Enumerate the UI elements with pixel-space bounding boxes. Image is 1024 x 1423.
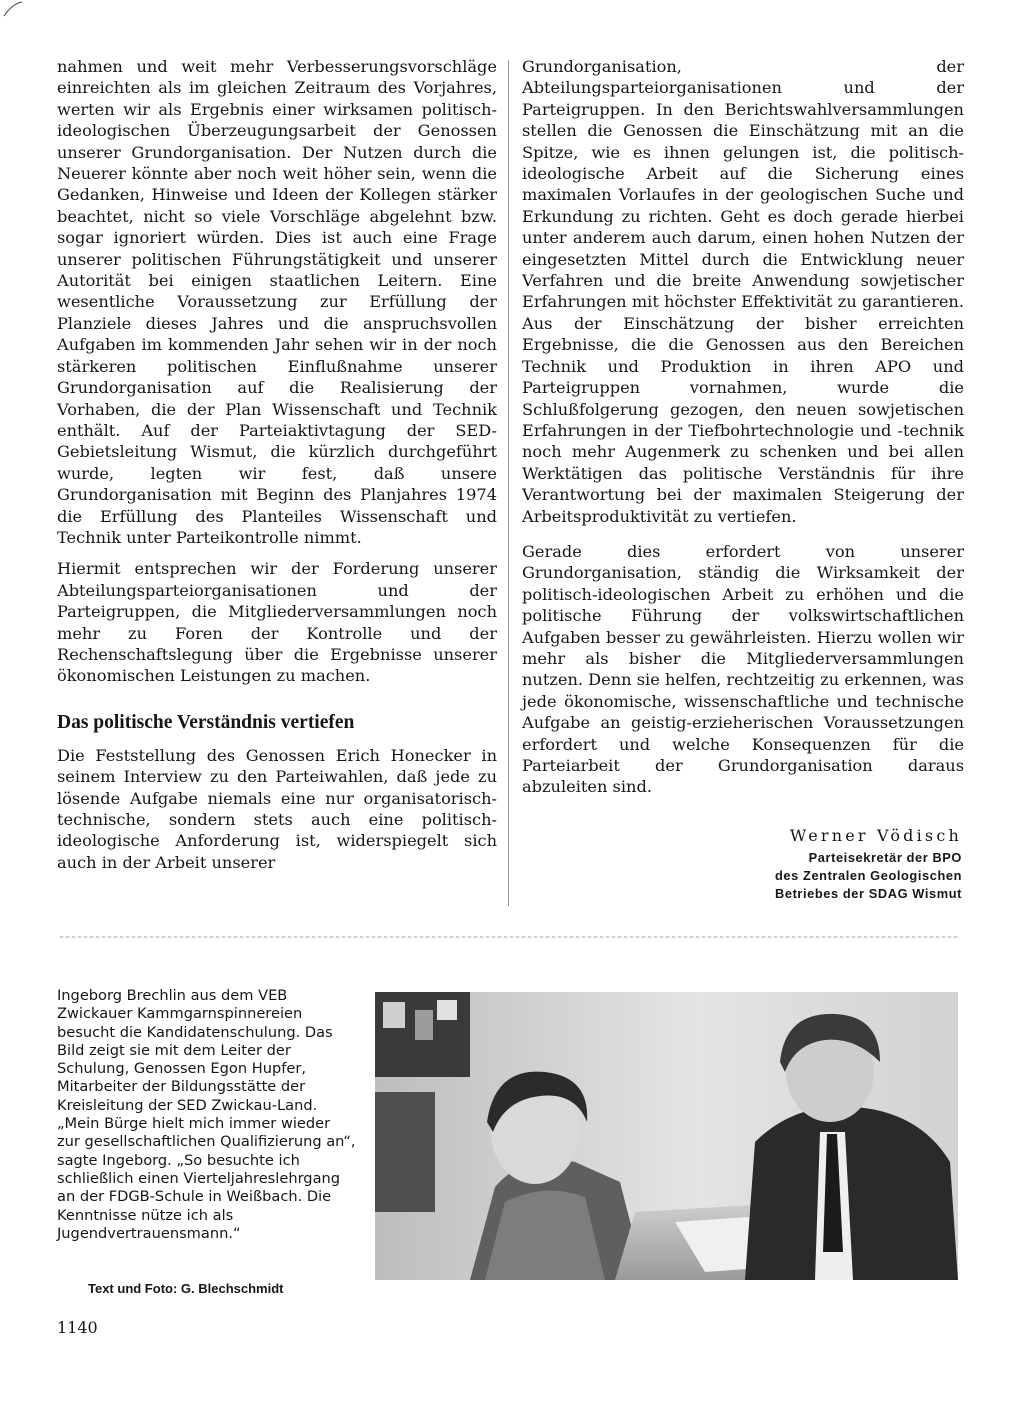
author-title-line: des Zentralen Geologischen — [775, 868, 962, 883]
section-heading: Das politische Verständnis vertiefen — [57, 711, 355, 733]
photo-caption-text: Ingeborg Brechlin aus dem VEB Zwickauer Kammgarnspinnereien besucht die Kandidatenschulung. Das Bild zeigt sie mit dem Leiter der Schulung, Genossen Egon Hupfer, Mitarbeiter der Bildungsstätte der Kreisleitung der SED Zwickau-Land. „Mein Bürge hielt mich immer wieder zur gesellschaftlichen Qualifizierung an“, sagte Ingeborg. „So besuchte ich schließlich einen Vierteljahreslehrgang an der FDGB-Schule in Weißbach. Die Kenntnisse nütze ich als Jugendvertrauensmann.“ — [57, 987, 356, 1242]
left-column — [57, 56, 497, 883]
left-shadow — [375, 1092, 435, 1212]
left-paragraph-1: nahmen und weit mehr Verbesserungsvorschläge einreichten als im gleichen Zeitraum des Vorjahres, werten wir als Ergebnis einer wirksamen politisch-ideologischen Überzeugungsarbeit der Genossen unserer Grundorganisation. Der Nutzen durch die Neuerer könnte aber noch weit höher sein, wenn die Gedanken, Hinweise und Ideen der Kollegen stärker beachtet, nicht so viele Vorschläge abgelehnt bzw. sogar ignoriert würden. Dies ist auch eine Frage unserer politischen Führungstätigkeit und unserer Autorität bei einigen staatlichen Leitern. Eine wesentliche Voraussetzung zur Erfüllung der Planziele dieses Jahres und die anspruchsvollen Aufgaben im kommenden Jahr sehen wir in der noch stärkeren politischen Einflußnahme unserer Grundorganisation auf die Realisierung der Vorhaben, die der Plan Wissenschaft und Technik enthält. Auf der Parteiaktivtagung der SED-Gebietsleitung Wismut, die kürzlich durchgeführt wurde, legten wir fest, daß unsere Grundorganisation mit Beginn des Planjahres 1974 die Erfüllung des Planteiles Wissenschaft und Technik unter Parteikontrolle nimmt. — [57, 57, 497, 547]
page-number: 1140 — [57, 1318, 98, 1337]
section-separator — [60, 936, 960, 938]
photograph — [375, 992, 958, 1280]
author-title-line: Betriebes der SDAG Wismut — [775, 886, 962, 901]
right-paragraph-1: Grundorganisation, der Abteilungsparteiorganisationen und der Parteigruppen. In den Berichtswahlversammlungen stellen die Genossen die Einschätzung mit an die Spitze, wie es ihnen gelungen ist, die politisch-ideologische Arbeit auf die Sicherung eines maximalen Vorlaufes in der geologischen Suche und Erkundung zu richten. Geht es doch gerade hierbei unter anderem auch darum, einen hohen Nutzen der eingesetzten Mittel durch die Entwicklung neuer Verfahren und die breite Anwendung sowjetischer Erfahrungen mit höchster Effektivität zu garantieren. Aus der Einschätzung der bisher erreichten Ergebnisse, die die Genossen aus den Bereichen Technik und Produktion in ihren APO und Parteigruppen vornahmen, wurde die Schlußfolgerung gezogen, den neuen sowjetischen Erfahrungen in der Tiefbohrtechnologie und -technik noch mehr Augenmerk zu schenken und bei allen Werktätigen das politische Verständnis für ihre Verantwortung bei der maximalen Steigerung der Arbeitsproduktivität zu vertiefen. — [522, 57, 964, 526]
left-paragraph-2: Hiermit entsprechen wir der Forderung unserer Abteilungsparteiorganisationen und der Parteigruppen, die Mitgliederversammlungen noch mehr zu Foren der Kontrolle und der Rechenschaftslegung über die Ergebnisse unserer ökonomischen Leistungen zu machen. — [57, 559, 497, 686]
corner-scratch-mark — [0, 0, 30, 20]
author-title-line: Parteisekretär der BPO — [808, 850, 962, 865]
photograph-illustration — [375, 992, 958, 1280]
right-column — [522, 56, 964, 808]
photo-credit: Text und Foto: G. Blechschmidt — [88, 1281, 284, 1296]
author-signature — [775, 826, 962, 903]
photo-caption — [57, 987, 357, 1243]
left-paragraph-3: Die Feststellung des Genossen Erich Honecker in seinem Interview zu den Parteiwahlen, daß jede zu lösende Aufgabe niemals eine nur organisatorisch-technische, sondern stets auch eine politisch-ideologische Anforderung ist, widerspiegelt sich auch in der Arbeit unserer — [57, 745, 497, 872]
author-name: Werner Vödisch — [789, 826, 962, 845]
column-divider — [508, 60, 509, 906]
right-paragraph-2: Gerade dies erfordert von unserer Grundorganisation, ständig die Wirksamkeit der politisch-ideologischen Arbeit zu erhöhen und die politische Führung der volkswirtschaftlichen Aufgaben besser zu gewährleisten. Hierzu wollen wir mehr als bisher die Mitgliederversammlungen nutzen. Denn sie helfen, rechtzeitig zu erkennen, was jede ökonomische, wissenschaftliche und technische Aufgabe an geistig-erzieherischen Voraussetzungen erfordert und welche Konsequenzen für die Parteiarbeit der Grundorganisation daraus abzuleiten sind. — [522, 541, 964, 797]
